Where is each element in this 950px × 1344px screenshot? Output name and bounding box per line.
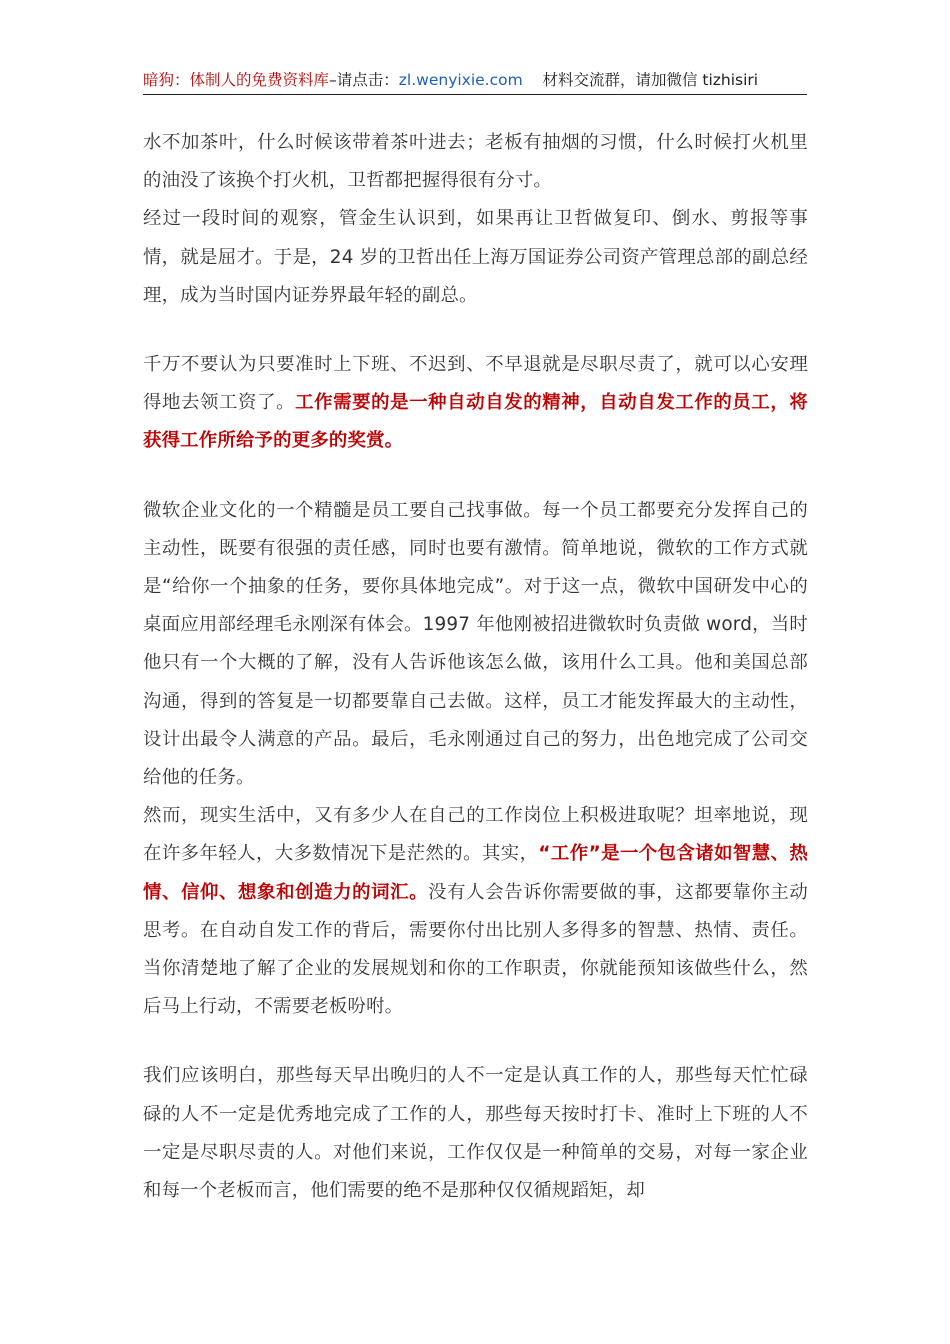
paragraph-2: 经过一段时间的观察，管金生认识到，如果再让卫哲做复印、倒水、剪报等事情，就是屈才。于是，24 岁的卫哲出任上海万国证券公司资产管理总部的副总经理，成为当时国内证券界最年轻的副总。 (143, 208, 808, 306)
paragraph-4: 微软企业文化的一个精髓是员工要自己找事做。每一个员工都要充分发挥自己的主动性，既要有很强的责任感，同时也要有激情。简单地说，微软的工作方式就是“给你一个抽象的任务，要你具体地完成”。对于这一点，微软中国研发中心的桌面应用部经理毛永刚深有体会。1997 年他刚被招进微软时负责做 word，当时他只有一个大概的了解，没有人告诉他该怎么做，该用什么工具。他和美国总部沟通，得到的答复是一切都要靠自己去做。这样，员工才能发挥最大的主动性，设计出最令人满意的产品。最后，毛永刚通过自己的努力，出色地完成了公司交给他的任务。 (143, 499, 808, 789)
paragraph-5 (143, 797, 808, 1026)
click-prompt: –请点击： (329, 71, 399, 89)
paragraph-3-highlight: 工作需要的是一种自动自发的精神，自动自发工作的员工，将获得工作所给予的更多的奖赏。 (143, 392, 808, 452)
paragraph-3-text: 千万不要认为只要准时上下班、不迟到、不早退就是尽职尽责了，就可以心安理得地去领工资了。 (143, 354, 808, 414)
paragraph-3 (143, 346, 808, 461)
paragraph-1: 水不加茶叶，什么时候该带着茶叶进去；老板有抽烟的习惯，什么时候打火机里的油没了该换个打火机，卫哲都把握得很有分寸。 (143, 132, 808, 192)
page-header (143, 68, 807, 95)
paragraph-5-text-b: 没有人会告诉你需要做的事，这都要靠你主动思考。在自动自发工作的背后，需要你付出比别人多得多的智慧、热情、责任。当你清楚地了解了企业的发展规划和你的工作职责，你就能预知该做些什么，然后马上行动，不需要老板吩咐。 (143, 881, 808, 1018)
site-link[interactable]: zl.wenyixie.com (398, 71, 523, 89)
paragraph-5-highlight: “工作”是一个包含诸如智慧、热情、信仰、想象和创造力的词汇。 (143, 843, 808, 903)
wechat-note: 材料交流群，请加微信 tizhisiri (542, 71, 759, 89)
paragraph-5-text-a: 然而，现实生活中，又有多少人在自己的工作岗位上积极进取呢？坦率地说，现在许多年轻人，大多数情况下是茫然的。其实， (143, 805, 808, 865)
paragraph-6: 我们应该明白，那些每天早出晚归的人不一定是认真工作的人，那些每天忙忙碌碌的人不一定是优秀地完成了工作的人，那些每天按时打卡、准时上下班的人不一定是尽职尽责的人。对他们来说，工作仅仅是一种简单的交易，对每一家企业和每一个老板而言，他们需要的绝不是那种仅仅循规蹈矩，却 (143, 1065, 808, 1202)
site-title: 暗狗：体制人的免费资料库 (143, 71, 330, 89)
document-body (143, 124, 808, 1210)
